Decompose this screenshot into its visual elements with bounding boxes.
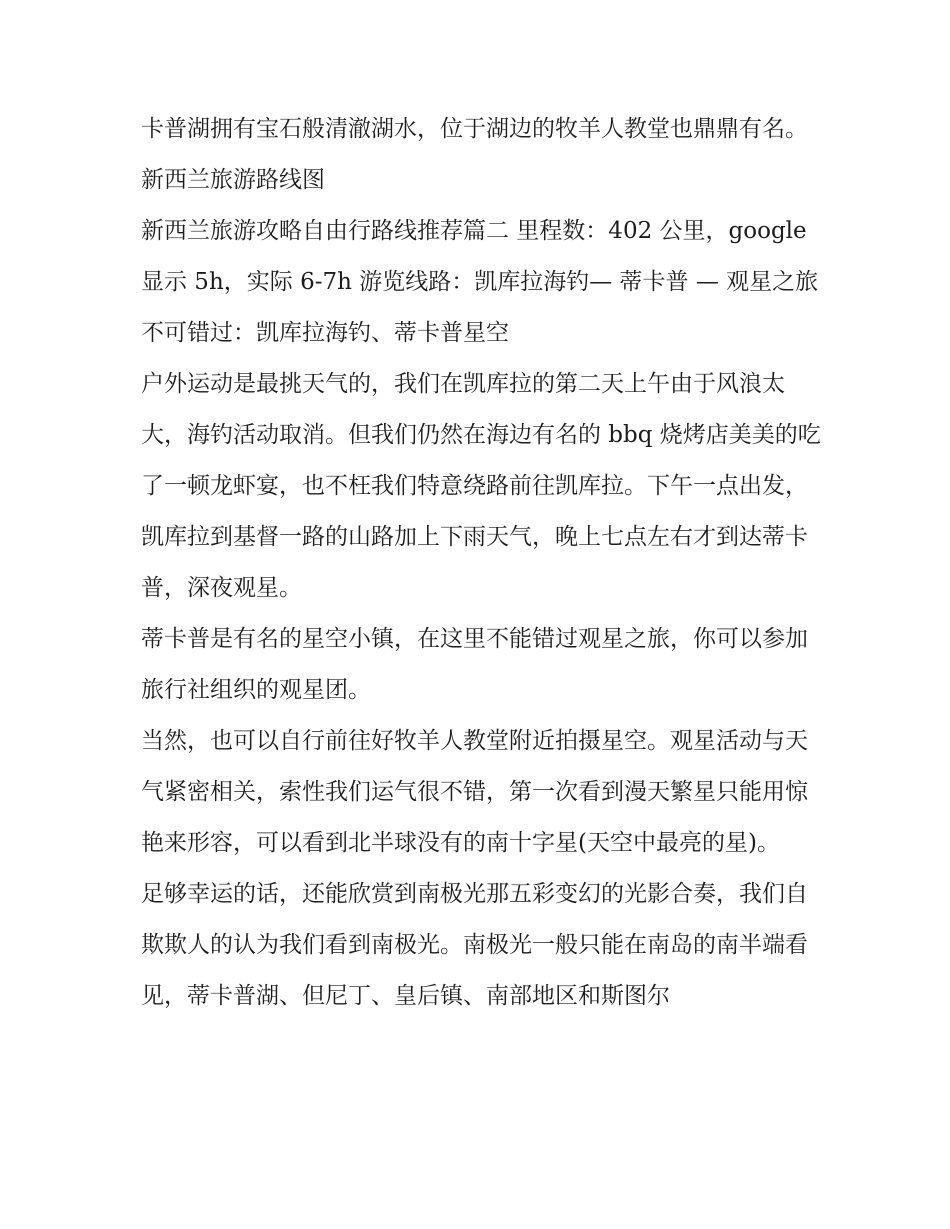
document-body <box>141 104 821 1022</box>
paragraph-must-see: 不可错过：凯库拉海钓、蒂卡普星空 <box>141 320 509 346</box>
paragraph-route-two: 新西兰旅游攻略自由行路线推荐篇二 里程数：402 公里，google 显示 5h，实际 6-7h 游览线路：凯库拉海钓— 蒂卡普 — 观星之旅 <box>141 218 819 295</box>
paragraph-church-stars: 当然，也可以自行前往好牧羊人教堂附近拍摄星空。观星活动与天气紧密相关，索性我们运气很不错，第一次看到漫天繁星只能用惊艳来形容，可以看到北半球没有的南十字星(天空中最亮的星)。 <box>141 728 808 856</box>
paragraph-aurora: 足够幸运的话，还能欣赏到南极光那五彩变幻的光影合奏，我们自欺欺人的认为我们看到南极光。南极光一般只能在南岛的南半端看见，蒂卡普湖、但尼丁、皇后镇、南部地区和斯图尔 <box>141 881 808 1009</box>
paragraph-lake-tekapo: 卡普湖拥有宝石般清澈湖水，位于湖边的牧羊人教堂也鼎鼎有名。 新西兰旅游路线图 <box>141 116 808 193</box>
paragraph-kaikoura-weather: 户外运动是最挑天气的，我们在凯库拉的第二天上午由于风浪太大，海钓活动取消。但我们仍然在海边有名的 bbq 烧烤店美美的吃了一顿龙虾宴，也不枉我们特意绕路前往凯库拉。下午一点出发，凯库拉到基督一路的山路加上下雨天气，晚上七点左右才到达蒂卡普，深夜观星。 <box>141 371 821 601</box>
paragraph-stargazing-town: 蒂卡普是有名的星空小镇，在这里不能错过观星之旅，你可以参加旅行社组织的观星团。 <box>141 626 808 703</box>
